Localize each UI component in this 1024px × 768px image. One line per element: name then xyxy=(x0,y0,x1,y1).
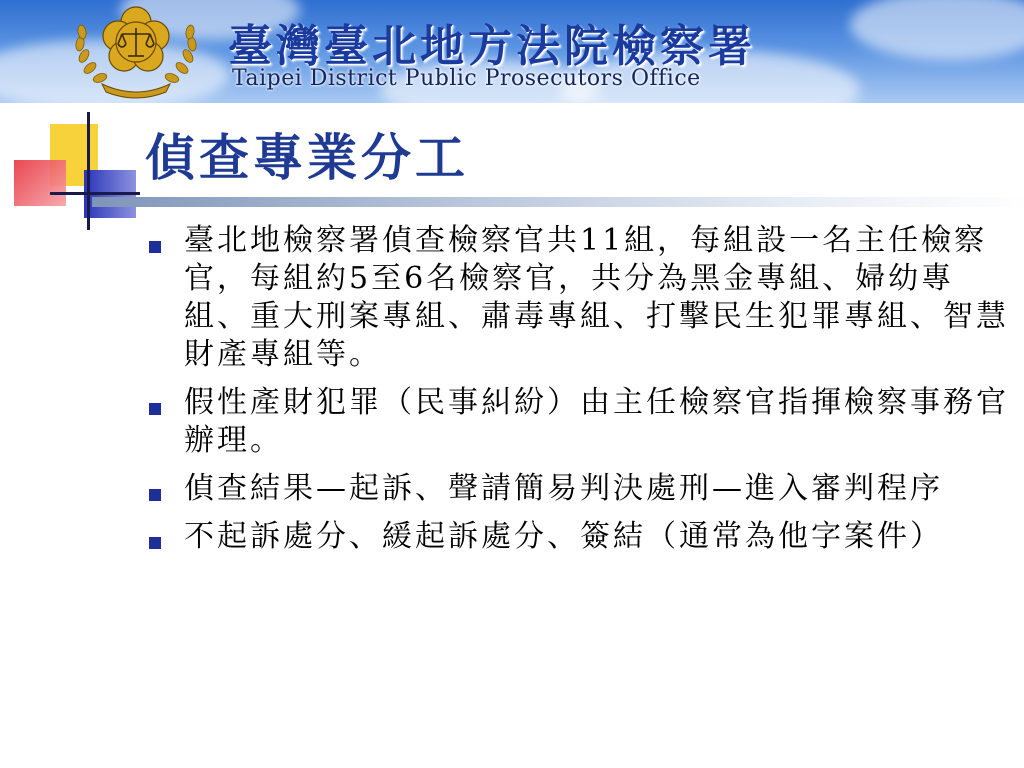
bullet-text: 偵查結果—起訴、聲請簡易判決處刑—進入審判程序 xyxy=(184,471,943,506)
bullet-square-icon xyxy=(149,403,161,415)
decorative-red-square xyxy=(14,160,66,206)
bullet-square-icon xyxy=(149,241,161,253)
list-item xyxy=(146,384,1016,460)
office-name-english: Taipei District Public Prosecutors Office xyxy=(232,66,701,91)
bullet-square-icon xyxy=(149,489,161,501)
decorative-vertical-line xyxy=(87,112,90,230)
header-banner xyxy=(0,0,1024,103)
bullet-text: 臺北地檢察署偵查檢察官共11組，每組設一名主任檢察官，每組約5至6名檢察官，共分為黑金專組、婦幼專組、重大刑案專組、肅毒專組、打擊民生犯罪專組、智慧財產專組等。 xyxy=(184,223,1009,372)
title-divider xyxy=(92,197,1024,207)
list-item xyxy=(146,470,1016,508)
slide-title: 偵查專業分工 xyxy=(145,128,469,187)
court-emblem-icon xyxy=(66,4,206,100)
office-name-chinese: 臺灣臺北地方法院檢察署 xyxy=(228,21,756,72)
bullet-list xyxy=(146,222,1016,566)
bullet-square-icon xyxy=(149,537,161,549)
bullet-text: 不起訴處分、緩起訴處分、簽結（通常為他字案件） xyxy=(184,519,943,554)
list-item xyxy=(146,222,1016,374)
list-item xyxy=(146,518,1016,556)
decorative-horizontal-line xyxy=(50,192,140,195)
bullet-text: 假性產財犯罪（民事糾紛）由主任檢察官指揮檢察事務官辦理。 xyxy=(184,385,1009,458)
